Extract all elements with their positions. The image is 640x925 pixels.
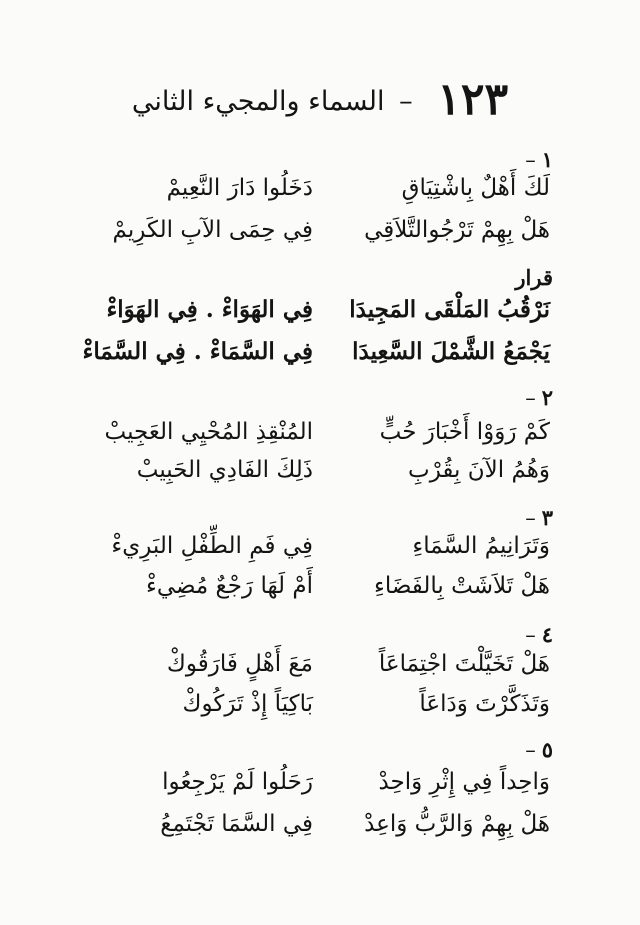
stanza-marker [525, 737, 553, 763]
verse-line [0, 569, 640, 603]
stanza-marker [525, 147, 553, 173]
verse-second-hemistich: فِي السَّمَا تَجْتَمِعُ [160, 811, 313, 837]
verse-first-hemistich: لَكَ أَهْلٌ بِاشْتِيَاقِ [401, 175, 550, 201]
title-text: السماء والمجيء الثاني [131, 86, 385, 117]
verse-first-hemistich: هَلْ تَلاَشَتْ بِالفَضَاءِ [374, 573, 550, 599]
verse-first-hemistich: وَهُمُ الآنَ بِقُرْبِ [408, 457, 550, 483]
verse-line [0, 171, 640, 205]
stanza-dash: – [525, 738, 536, 762]
verse-line [0, 453, 640, 487]
verse-second-hemistich: رَحَلُوا لَمْ يَرْجِعُوا [162, 769, 313, 795]
chorus-label: قرار [515, 265, 553, 290]
chorus-marker [515, 265, 553, 291]
stanza-number: ١ [541, 147, 553, 172]
stanza-marker [525, 385, 553, 411]
verse-second-hemistich: فِي حِمَى الآبِ الكَرِيمْ [112, 217, 313, 243]
verse-second-hemistich: أَمْ لَهَا رَجْعٌ مُضِيءْ [146, 573, 313, 599]
stanza-marker [525, 505, 553, 531]
stanza-number: ٢ [541, 385, 553, 410]
verse-line [0, 213, 640, 247]
verse-line [0, 415, 640, 449]
verse-second-hemistich: فِي السَّمَاءْ . فِي السَّمَاءْ [82, 338, 313, 365]
verse-first-hemistich: هَلْ تَخَيَّلْتَ اجْتِمَاعَاً [378, 651, 550, 677]
verse-second-hemistich: دَخَلُوا دَارَ النَّعِيمْ [166, 175, 313, 201]
stanza-number: ٣ [541, 505, 553, 530]
verse-first-hemistich: هَلْ بِهِمْ وَالرَّبُّ وَاعِدْ [364, 811, 550, 837]
stanza-dash: – [525, 148, 536, 172]
stanza-number: ٤ [541, 622, 553, 647]
verse-second-hemistich: فِي فَمِ الطِّفْلِ البَرِيءْ [111, 533, 313, 559]
stanza-marker [525, 622, 553, 648]
verse-first-hemistich: نَرْقُبُ المَلْقَى المَجِيدَا [349, 296, 550, 323]
verse-second-hemistich: بَاكِيَاً إِذْ تَرَكُوكْ [182, 691, 313, 717]
verse-first-hemistich: وَتَذَكَّرْتَ وَدَاعَاً [419, 691, 550, 717]
verse-second-hemistich: المُنْقِذِ المُحْيِي العَجِيبْ [104, 419, 313, 445]
verse-line [0, 647, 640, 681]
stanza-dash: – [525, 506, 536, 530]
title-separator: – [399, 86, 413, 117]
stanza-dash: – [525, 386, 536, 410]
verse-second-hemistich: مَعَ أَهْلٍ فَارَقُوكْ [166, 651, 313, 677]
verse-first-hemistich: هَلْ بِهِمْ تَرْجُوالتَّلاَقِي [364, 217, 550, 243]
verse-line [0, 529, 640, 563]
verse-first-hemistich: وَتَرَانِيمُ السَّمَاءِ [412, 533, 550, 559]
stanza-number: ٥ [541, 737, 553, 762]
verse-line [0, 807, 640, 841]
verse-second-hemistich: ذَلِكَ الفَادِي الحَبِيبْ [136, 457, 313, 483]
verse-line [0, 687, 640, 721]
verse-line [0, 335, 640, 369]
verse-second-hemistich: فِي الهَوَاءْ . فِي الهَوَاءْ [106, 296, 313, 323]
page-title [0, 74, 640, 125]
verse-first-hemistich: وَاحِداً فِي إِثْرِ وَاحِدْ [378, 769, 550, 795]
hymn-number: ١٢٣ [437, 74, 509, 125]
stanza-dash: – [525, 623, 536, 647]
verse-line [0, 293, 640, 327]
verse-first-hemistich: يَجْمَعُ الشَّمْلَ السَّعِيدَا [352, 338, 550, 365]
verse-first-hemistich: كَمْ رَوَوْا أَخْبَارَ حُبٍّ [379, 419, 550, 445]
verse-line [0, 765, 640, 799]
